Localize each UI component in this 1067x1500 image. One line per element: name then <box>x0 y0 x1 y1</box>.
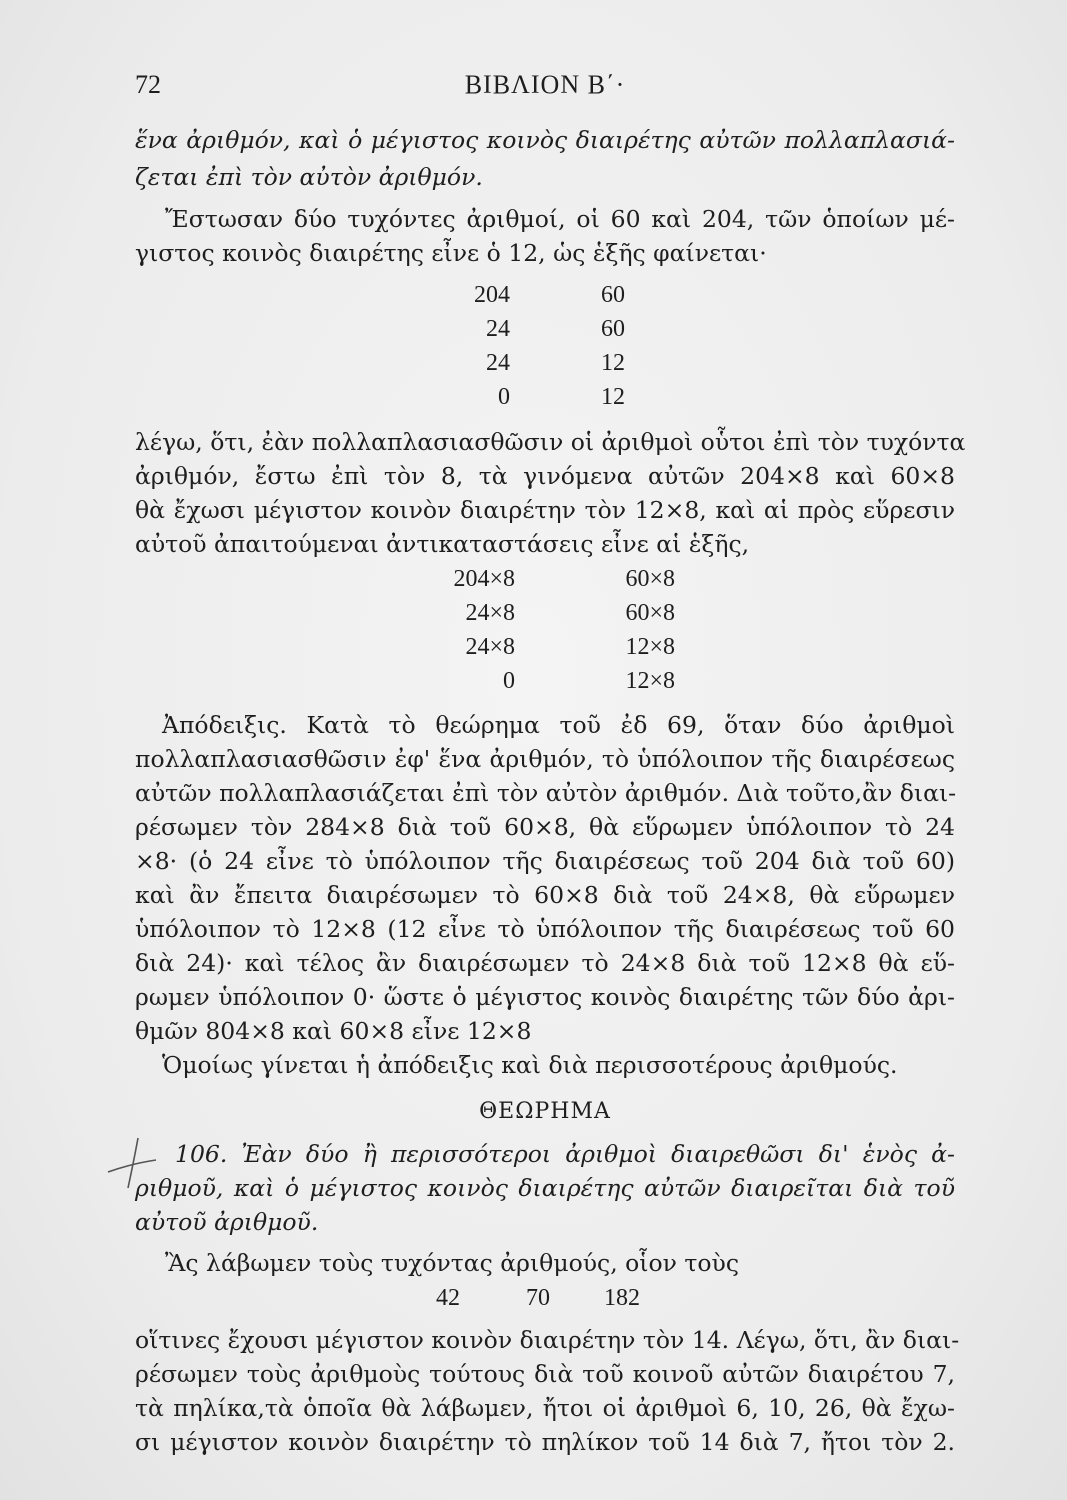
proof-line: διὰ 24)· καὶ τέλος ἂν διαιρέσωμεν τὸ 24×8 διὰ τοῦ 12×8 θὰ εὕ- <box>135 949 955 977</box>
table-cell: 12 <box>601 350 625 376</box>
page-header <box>135 70 955 110</box>
table-cell: 60 <box>601 282 625 308</box>
proof-line: ρέσωμεν τὸν 284×8 διὰ τοῦ 60×8, θὰ εὕρωμεν ὑπόλοιπον τὸ 24 <box>135 813 955 841</box>
table-cell: 60×8 <box>625 600 675 626</box>
proof-line: Ἀπόδειξις. Κατὰ τὸ θεώρημα τοῦ ἐδ 69, ὅταν δύο ἀριθμοὶ <box>162 711 955 739</box>
paragraph-line: σι μέγιστον κοινὸν διαιρέτην τὸ πηλίκον τοῦ 14 διὰ 7, ἤτοι τὸν 2. <box>135 1428 955 1456</box>
number-cell: 42 <box>436 1285 460 1311</box>
paragraph-line: οἵτινες ἔχουσι μέγιστον κοινὸν διαιρέτην τὸν 14. Λέγω, ὅτι, ἂν διαι- <box>135 1326 960 1354</box>
table-cell: 60 <box>601 316 625 342</box>
paragraph-line: θὰ ἔχωσι μέγιστον κοινὸν διαιρέτην τὸν 12×8, καὶ αἱ πρὸς εὕρεσιν <box>135 496 955 524</box>
theorem-line: ριθμοῦ, καὶ ὁ μέγιστος κοινὸς διαιρέτης αὐτῶν διαιρεῖται διὰ τοῦ <box>135 1174 955 1202</box>
number-cell: 182 <box>604 1285 640 1311</box>
theorem-line: 106. Ἐὰν δύο ἢ περισσότεροι ἀριθμοὶ διαιρεθῶσι δι' ἑνὸς ἀ- <box>175 1140 955 1168</box>
paragraph-line: τὰ πηλίκα,τὰ ὁποῖα θὰ λάβωμεν, ἤτοι οἱ ἀριθμοὶ 6, 10, 26, θὰ ἔχω- <box>135 1394 955 1422</box>
page-number: 72 <box>135 70 161 99</box>
proof-line: ×8· (ὁ 24 εἶνε τὸ ὑπόλοιπον τῆς διαιρέσεως τοῦ 204 διὰ τοῦ 60) <box>135 847 955 875</box>
theorem-heading: ΘΕΩΡΗΜΑ <box>479 1099 611 1124</box>
intro-line: ζεται ἐπὶ τὸν αὐτὸν ἀριθμόν. <box>135 163 483 191</box>
paragraph-line: ρέσωμεν τοὺς ἀριθμοὺς τούτους διὰ τοῦ κοινοῦ αὐτῶν διαιρέτου 7, <box>135 1360 955 1388</box>
paragraph-line: γιστος κοινὸς διαιρέτης εἶνε ὁ 12, ὡς ἑξῆς φαίνεται· <box>135 239 767 267</box>
paragraph-line: ἀριθμόν, ἔστω ἐπὶ τὸν 8, τὰ γινόμενα αὐτῶν 204×8 καὶ 60×8 <box>135 462 955 490</box>
theorem-line: αὐτοῦ ἀριθμοῦ. <box>135 1208 319 1236</box>
table-cell: 204 <box>474 282 510 308</box>
number-cell: 70 <box>526 1285 550 1311</box>
table-cell: 12×8 <box>625 634 675 660</box>
paragraph-line: Ἔστωσαν δύο τυχόντες ἀριθμοί, οἱ 60 καὶ 204, τῶν ὁποίων μέ- <box>165 205 955 233</box>
table-cell: 24×8 <box>465 600 515 626</box>
proof-line: καὶ ἂν ἔπειτα διαιρέσωμεν τὸ 60×8 διὰ τοῦ 24×8, θὰ εὕρωμεν <box>135 881 955 909</box>
table-cell: 60×8 <box>625 566 675 592</box>
table-cell: 24×8 <box>465 634 515 660</box>
proof-line: Ὁμοίως γίνεται ἡ ἀπόδειξις καὶ διὰ περισσοτέρους ἀριθμούς. <box>162 1051 898 1079</box>
table-cell: 12 <box>601 384 625 410</box>
table-cell: 204×8 <box>453 566 515 592</box>
proof-line: ρωμεν ὑπόλοιπον 0· ὥστε ὁ μέγιστος κοινὸς διαιρέτης τῶν δύο ἀρι- <box>135 983 955 1011</box>
paragraph-line: λέγω, ὅτι, ἐὰν πολλαπλασιασθῶσιν οἱ ἀριθμοὶ οὗτοι ἐπὶ τὸν τυχόντα <box>135 428 966 456</box>
proof-line: θμῶν 804×8 καὶ 60×8 εἶνε 12×8 <box>135 1017 532 1045</box>
table-cell: 24 <box>486 316 510 342</box>
table-cell: 0 <box>503 668 515 694</box>
proof-line: ὑπόλοιπον τὸ 12×8 (12 εἶνε τὸ ὑπόλοιπον τῆς διαιρέσεως τοῦ 60 <box>135 915 955 943</box>
paragraph-line: Ἂς λάβωμεν τοὺς τυχόντας ἀριθμούς, οἷον τοὺς <box>165 1249 740 1277</box>
intro-line: ἕνα ἀριθμόν, καὶ ὁ μέγιστος κοινὸς διαιρέτης αὐτῶν πολλαπλασιά- <box>135 126 955 154</box>
table-cell: 0 <box>498 384 510 410</box>
table-cell: 12×8 <box>625 668 675 694</box>
paragraph-line: αὐτοῦ ἀπαιτούμεναι ἀντικαταστάσεις εἶνε αἱ ἑξῆς, <box>135 530 750 558</box>
proof-line: πολλαπλασιασθῶσιν ἐφ' ἕνα ἀριθμόν, τὸ ὑπόλοιπον τῆς διαιρέσεως <box>135 745 955 773</box>
proof-line: αὐτῶν πολλαπλασιάζεται ἐπὶ τὸν αὐτὸν ἀριθμόν. Διὰ τοῦτο,ἂν διαι- <box>135 779 957 807</box>
running-title: ΒΙΒΛΙΟΝ Β΄· <box>464 70 626 99</box>
table-cell: 24 <box>486 350 510 376</box>
